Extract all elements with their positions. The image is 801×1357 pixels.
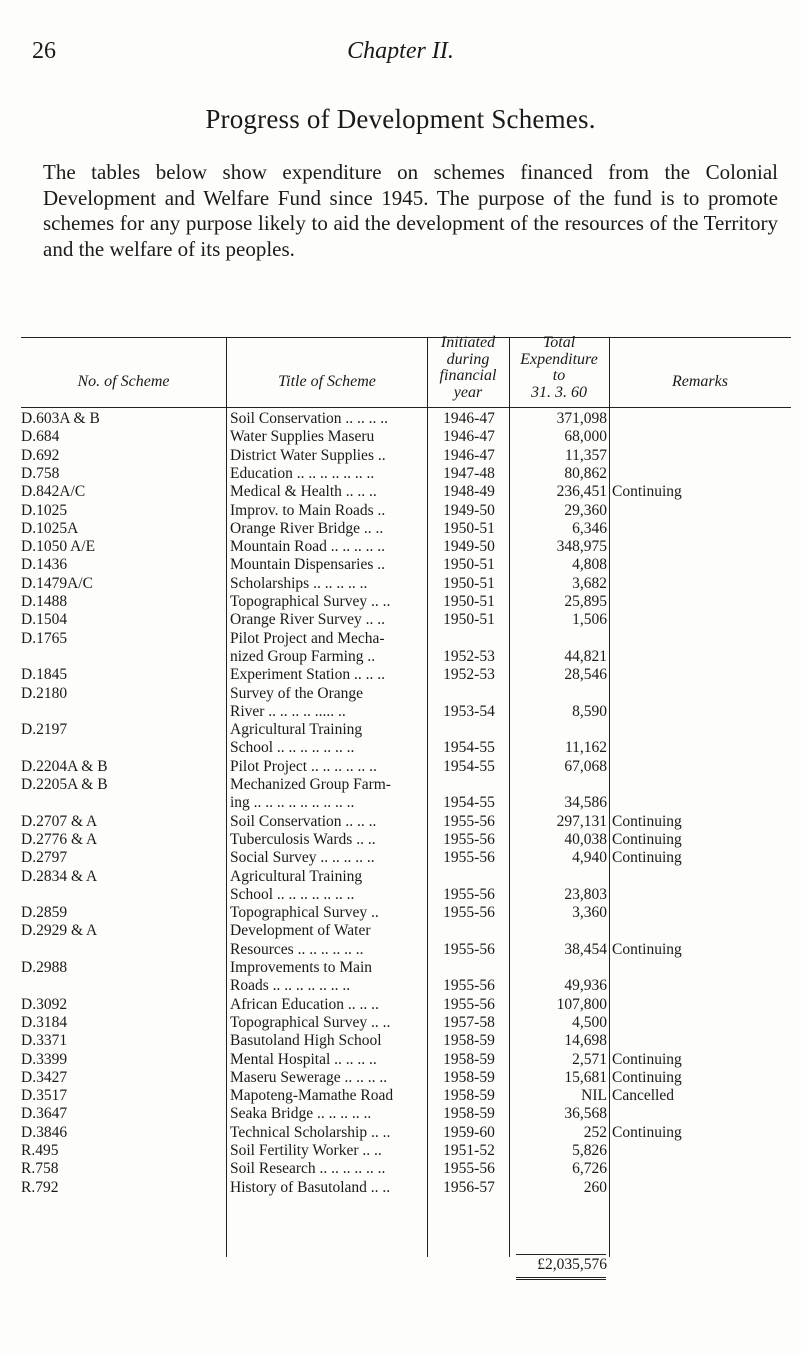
total-expenditure-value: 49,936 — [564, 977, 607, 995]
initiated-year: 1955-56 — [443, 830, 495, 848]
total-rule — [516, 1254, 606, 1255]
scheme-number: D.3517 — [21, 1087, 68, 1105]
initiated-year: 1950-51 — [443, 593, 495, 610]
table-row — [21, 813, 791, 831]
header-exp-line: Total — [542, 334, 576, 351]
total-double-rule — [516, 1277, 606, 1278]
table-row — [21, 630, 791, 667]
scheme-number: D.1025A — [21, 519, 79, 537]
scheme-title: Agricultural Training — [230, 721, 363, 739]
header-year-line: during — [446, 350, 490, 368]
total-expenditure-value: 29,360 — [564, 501, 607, 519]
scheme-number: D.2776 & A — [21, 830, 98, 848]
scheme-title: District Water Supplies .. — [230, 446, 386, 464]
total-expenditure-value: NIL — [581, 1087, 607, 1105]
scheme-number: D.2204A & B — [21, 757, 108, 775]
table-row — [21, 758, 791, 776]
total-expenditure-value: 28,546 — [564, 666, 607, 684]
initiated-year: 1958-59 — [443, 1050, 495, 1068]
table-row — [21, 666, 791, 684]
remarks-value: Continuing — [612, 830, 682, 848]
initiated-year: 1950-51 — [443, 574, 495, 592]
total-expenditure-value: 6,726 — [572, 1160, 607, 1178]
scheme-title: nized Group Farming .. — [230, 647, 376, 665]
scheme-number: D.2834 & A — [21, 867, 98, 885]
total-expenditure-value: 67,068 — [564, 757, 607, 775]
initiated-year: 1958-59 — [443, 1032, 495, 1050]
initiated-year: 1954-55 — [443, 739, 495, 757]
scheme-title: Pilot Project .. .. .. .. .. .. — [230, 757, 377, 775]
scheme-number: R.792 — [21, 1178, 59, 1196]
table-row — [21, 996, 791, 1014]
table-row — [21, 1014, 791, 1032]
scheme-number: D.2929 & A — [21, 922, 98, 940]
scheme-title: Orange River Survey .. .. — [230, 611, 385, 629]
total-expenditure-value: 107,800 — [556, 995, 607, 1013]
page-number: 26 — [32, 38, 56, 64]
initiated-year: 1958-59 — [443, 1087, 495, 1105]
scheme-title: School .. .. .. .. .. .. .. — [230, 739, 355, 757]
total-expenditure-value: 8,590 — [572, 702, 607, 720]
scheme-number: D.842A/C — [21, 483, 86, 501]
intro-paragraph: The tables below show expenditure on schemes financed from the Colonial Development and Welfare Fund since 1945. The purpose of the fund is to promote schemes for any purpose likely to aid the development of the resources of the Territory and the welfare of its peoples. — [43, 160, 778, 261]
scheme-title: Soil Conservation .. .. .. — [230, 812, 377, 830]
initiated-year: 1948-49 — [443, 483, 495, 501]
scheme-title: Water Supplies Maseru — [230, 428, 375, 446]
scheme-number: D.3399 — [21, 1050, 68, 1068]
table-row — [21, 1160, 791, 1178]
scheme-number: D.1050 A/E — [21, 538, 96, 556]
scheme-number: R.495 — [21, 1142, 59, 1159]
table-row — [21, 849, 791, 867]
total-expenditure-value: 3,360 — [572, 904, 607, 922]
table-row — [21, 447, 791, 465]
total-expenditure-value: 1,506 — [572, 611, 607, 629]
scheme-title: Topographical Survey .. — [230, 904, 379, 922]
initiated-year: 1951-52 — [443, 1142, 495, 1159]
scheme-number: D.3846 — [21, 1123, 68, 1141]
scheme-number: D.2988 — [21, 959, 68, 976]
scheme-number: D.3092 — [21, 995, 68, 1013]
total-expenditure-value: 38,454 — [564, 940, 607, 958]
scheme-title: Maseru Sewerage .. .. .. .. — [230, 1068, 388, 1086]
total-expenditure-value: 236,451 — [556, 483, 607, 501]
table-row — [21, 556, 791, 574]
scheme-number: D.1436 — [21, 556, 68, 574]
remarks-value: Continuing — [612, 483, 682, 501]
scheme-title: Soil Conservation .. .. .. .. — [230, 410, 389, 427]
scheme-number: D.603A & B — [21, 410, 100, 427]
scheme-title: River .. .. .. .. ..... .. — [230, 702, 346, 720]
table-row — [21, 593, 791, 611]
initiated-year: 1955-56 — [443, 885, 495, 903]
scheme-number: D.3184 — [21, 1013, 68, 1031]
initiated-year: 1950-51 — [443, 611, 495, 629]
total-expenditure-value: 11,357 — [564, 446, 607, 464]
total-expenditure-value: 6,346 — [572, 519, 607, 537]
total-expenditure-value: 25,895 — [564, 593, 607, 610]
table-row — [21, 611, 791, 629]
table-row — [21, 520, 791, 538]
total-expenditure-value: 44,821 — [564, 647, 607, 665]
scheme-number: D.2859 — [21, 904, 68, 922]
scheme-title: School .. .. .. .. .. .. .. — [230, 885, 355, 903]
total-expenditure-value: 4,500 — [572, 1013, 607, 1031]
total-expenditure-value: 3,682 — [572, 574, 607, 592]
table-row — [21, 428, 791, 446]
scheme-title: Development of Water — [230, 922, 371, 940]
table-row — [21, 483, 791, 501]
header-year-line: year — [453, 383, 483, 401]
scheme-number: D.1845 — [21, 666, 68, 684]
initiated-year: 1952-53 — [443, 647, 495, 665]
header-rule — [21, 407, 791, 408]
table-row — [21, 868, 791, 905]
initiated-year: 1946-47 — [443, 410, 495, 427]
total-expenditure-value: 34,586 — [564, 794, 607, 812]
remarks-value: Continuing — [612, 1123, 682, 1141]
header-exp-line: 31. 3. 60 — [531, 383, 587, 401]
initiated-year: 1953-54 — [443, 702, 495, 720]
scheme-number: D.2205A & B — [21, 776, 108, 793]
initiated-year: 1947-48 — [443, 464, 495, 482]
table-row — [21, 776, 791, 813]
scheme-title: Topographical Survey .. .. — [230, 593, 391, 610]
table-top-rule — [21, 337, 791, 338]
initiated-year: 1955-56 — [443, 977, 495, 995]
scheme-title: History of Basutoland .. .. — [230, 1178, 391, 1196]
scheme-title: African Education .. .. .. — [230, 995, 379, 1013]
table-row — [21, 904, 791, 922]
scheme-title: ing .. .. .. .. .. .. .. .. .. — [230, 794, 355, 812]
header-remarks: Remarks — [672, 373, 728, 390]
scheme-title: Tuberculosis Wards .. .. — [230, 830, 376, 848]
initiated-year: 1950-51 — [443, 556, 495, 574]
header-exp-line: to — [552, 367, 566, 384]
header-year — [427, 335, 509, 401]
page-header — [24, 38, 777, 68]
scheme-title: Scholarships .. .. .. .. .. — [230, 574, 368, 592]
table-row — [21, 1105, 791, 1123]
scheme-title: Agricultural Training — [230, 867, 363, 885]
total-expenditure-value: 14,698 — [564, 1032, 607, 1050]
header-year-line: financial — [439, 367, 497, 384]
initiated-year: 1955-56 — [443, 995, 495, 1013]
initiated-year: 1949-50 — [443, 538, 495, 556]
header-title: Title of Scheme — [278, 373, 376, 390]
total-expenditure-value: 40,038 — [564, 830, 607, 848]
initiated-year: 1954-55 — [443, 794, 495, 812]
total-expenditure-value: 80,862 — [564, 464, 607, 482]
table-row — [21, 1069, 791, 1087]
total-expenditure-value: 68,000 — [564, 428, 607, 446]
scheme-title: Improv. to Main Roads .. — [230, 501, 386, 519]
initiated-year: 1955-56 — [443, 940, 495, 958]
table-row — [21, 721, 791, 758]
scheme-title: Experiment Station .. .. .. — [230, 666, 385, 684]
scheme-number: D.1025 — [21, 501, 68, 519]
section-title: Progress of Development Schemes. — [205, 104, 596, 134]
total-expenditure-value: 297,131 — [556, 812, 607, 830]
total-expenditure-value: 260 — [583, 1178, 607, 1196]
header-exp-line: Expenditure — [520, 350, 598, 368]
scheme-title: Education .. .. .. .. .. .. .. — [230, 464, 375, 482]
initiated-year: 1955-56 — [443, 812, 495, 830]
total-expenditure-value: 11,162 — [564, 739, 607, 757]
table-row — [21, 1142, 791, 1160]
total-expenditure-value: 15,681 — [564, 1068, 607, 1086]
scheme-number: D.692 — [21, 446, 60, 464]
table-row — [21, 410, 791, 428]
chapter-heading: Chapter II. — [347, 38, 454, 64]
remarks-value: Continuing — [612, 812, 682, 830]
table-row — [21, 685, 791, 722]
total-double-rule — [516, 1279, 606, 1280]
total-expenditure: £2,035,576 — [537, 1256, 607, 1273]
initiated-year: 1946-47 — [443, 446, 495, 464]
scheme-title: Improvements to Main — [230, 959, 373, 976]
table-row — [21, 1087, 791, 1105]
total-expenditure-value: 23,803 — [564, 885, 607, 903]
table-row — [21, 959, 791, 996]
initiated-year: 1955-56 — [443, 849, 495, 867]
table-row — [21, 1124, 791, 1142]
scheme-number: D.684 — [21, 428, 60, 446]
scheme-title: Pilot Project and Mecha- — [230, 629, 385, 647]
initiated-year: 1955-56 — [443, 904, 495, 922]
table-row — [21, 922, 791, 959]
scheme-title: Technical Scholarship .. .. — [230, 1123, 391, 1141]
initiated-year: 1956-57 — [443, 1178, 495, 1196]
scheme-number: D.2797 — [21, 849, 68, 867]
table-row — [21, 502, 791, 520]
scheme-title: Mountain Dispensaries .. — [230, 556, 385, 574]
scheme-title: Survey of the Orange — [230, 684, 363, 702]
scheme-title: Seaka Bridge .. .. .. .. .. — [230, 1105, 372, 1123]
initiated-year: 1957-58 — [443, 1013, 495, 1031]
total-expenditure-value: 252 — [583, 1123, 607, 1141]
scheme-title: Social Survey .. .. .. .. .. — [230, 849, 375, 867]
total-expenditure-value: 4,940 — [572, 849, 607, 867]
scheme-title: Mountain Road .. .. .. .. .. — [230, 538, 385, 556]
scheme-number: D.1488 — [21, 593, 68, 610]
scheme-title: Resources .. .. .. .. .. .. — [230, 940, 364, 958]
scheme-title: Topographical Survey .. .. — [230, 1013, 391, 1031]
table-row — [21, 465, 791, 483]
scheme-number: D.3427 — [21, 1068, 68, 1086]
initiated-year: 1949-50 — [443, 501, 495, 519]
scheme-number: D.1765 — [21, 629, 68, 647]
scheme-number: D.2180 — [21, 684, 68, 702]
scheme-number: D.2197 — [21, 721, 68, 739]
scheme-title: Roads .. .. .. .. .. .. .. — [230, 977, 351, 995]
table-row — [21, 1032, 791, 1050]
total-expenditure-value: 348,975 — [556, 538, 607, 556]
initiated-year: 1959-60 — [443, 1123, 495, 1141]
initiated-year: 1950-51 — [443, 519, 495, 537]
scheme-title: Mapoteng-Mamathe Road — [230, 1087, 394, 1105]
scheme-title: Mental Hospital .. .. .. .. — [230, 1050, 377, 1068]
initiated-year: 1946-47 — [443, 428, 495, 446]
header-no: No. of Scheme — [77, 373, 170, 390]
initiated-year: 1954-55 — [443, 757, 495, 775]
remarks-value: Continuing — [612, 1050, 682, 1068]
total-expenditure-value: 2,571 — [572, 1050, 607, 1068]
table-row — [21, 1051, 791, 1069]
remarks-value: Cancelled — [612, 1087, 674, 1105]
table-row — [21, 831, 791, 849]
scheme-number: D.1504 — [21, 611, 68, 629]
table-row — [21, 575, 791, 593]
scheme-title: Mechanized Group Farm- — [230, 776, 391, 793]
initiated-year: 1952-53 — [443, 666, 495, 684]
table-row — [21, 538, 791, 556]
scheme-title: Basutoland High School — [230, 1032, 382, 1050]
scheme-number: D.3371 — [21, 1032, 68, 1050]
scheme-number: D.1479A/C — [21, 574, 93, 592]
initiated-year: 1958-59 — [443, 1068, 495, 1086]
total-expenditure-value: 5,826 — [572, 1142, 607, 1159]
scheme-number: R.758 — [21, 1160, 59, 1178]
scheme-number: D.2707 & A — [21, 812, 98, 830]
scheme-number: D.758 — [21, 464, 60, 482]
initiated-year: 1958-59 — [443, 1105, 495, 1123]
header-expenditure — [509, 335, 609, 401]
remarks-value: Continuing — [612, 940, 682, 958]
scheme-title: Orange River Bridge .. .. — [230, 519, 384, 537]
scheme-number: D.3647 — [21, 1105, 68, 1123]
remarks-value: Continuing — [612, 849, 682, 867]
remarks-value: Continuing — [612, 1068, 682, 1086]
table-row — [21, 1179, 791, 1197]
total-expenditure-value: 36,568 — [564, 1105, 607, 1123]
scheme-title: Soil Fertility Worker .. .. — [230, 1142, 382, 1159]
total-expenditure-value: 371,098 — [556, 410, 607, 427]
scheme-title: Medical & Health .. .. .. — [230, 483, 377, 501]
scheme-title: Soil Research .. .. .. .. .. .. — [230, 1160, 386, 1178]
initiated-year: 1955-56 — [443, 1160, 495, 1178]
total-expenditure-value: 4,808 — [572, 556, 607, 574]
header-year-line: Initiated — [440, 334, 496, 351]
